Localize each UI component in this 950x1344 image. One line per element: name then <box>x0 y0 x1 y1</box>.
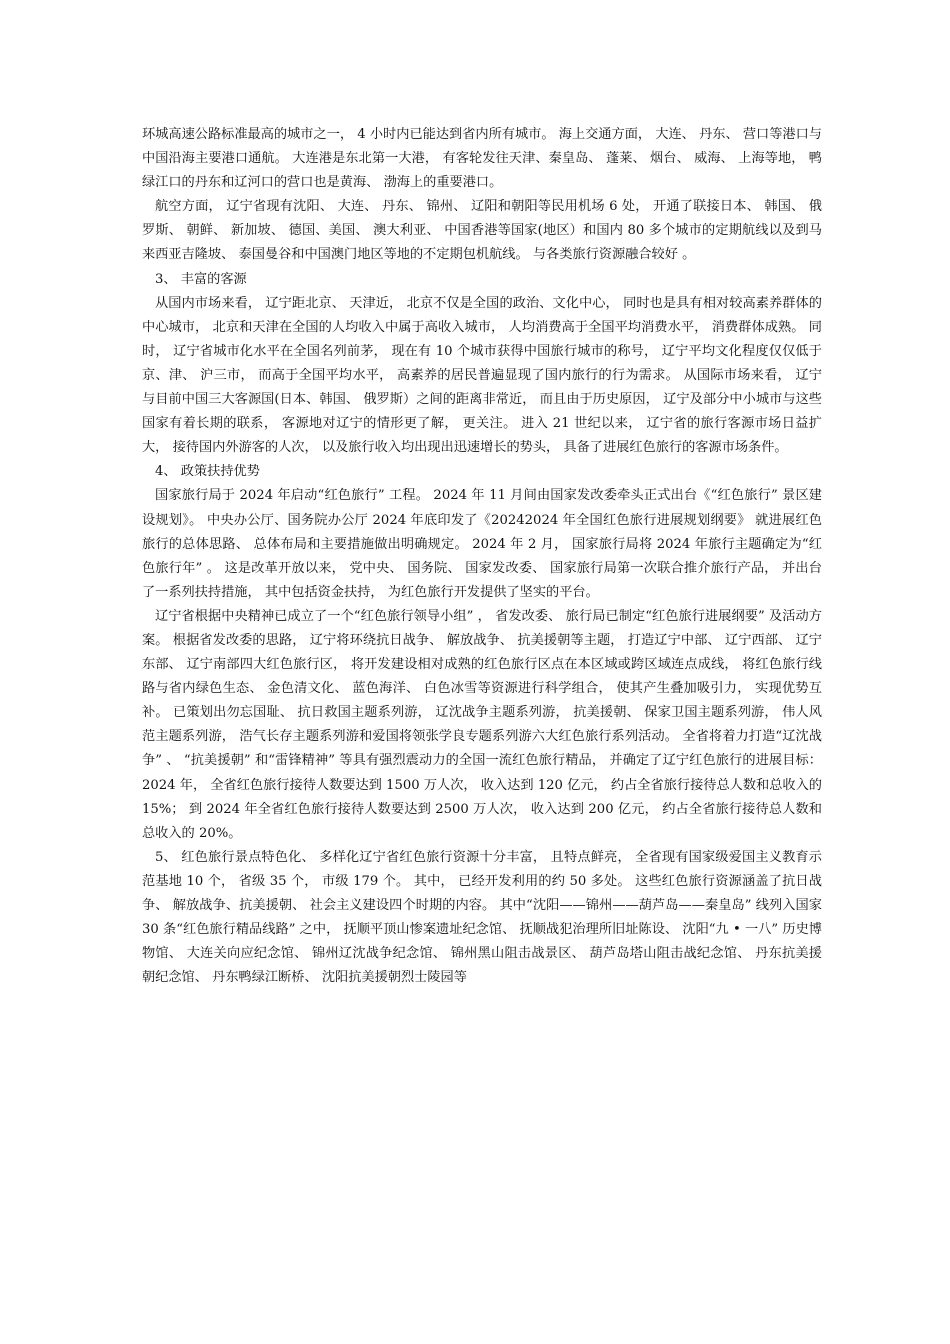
paragraph-national-policy: 国家旅行局于 2024 年启动“红色旅行” 工程。 2024 年 11 月间由国家发改委牵头正式出台《“红色旅行” 景区建设规划》。 中央办公厅、国务院办公厅 2024 年底印发了《20242024 年全国红色旅行进展规划纲要》 就进展红色旅行的总体思路、 总体布局和主要措施做出明确规定。 2024 年 2 月， 国家旅行局将 2024 年旅行主题确定为“红色旅行年” 。 这是改革开放以来， 党中央、 国务院、 国家发改委、 国家旅行局第一次联合推介旅行产品， 并出台了一系列扶持措施， 其中包括资金扶持， 为红色旅行开发提供了坚实的平台。 <box>142 488 822 600</box>
section-heading-visitors: 3、 丰富的客源 <box>155 271 247 287</box>
paragraph-transport-air: 航空方面， 辽宁省现有沈阳、 大连、 丹东、 锦州、 辽阳和朝阳等民用机场 6 处， 开通了联接日本、 韩国、 俄罗斯、 朝鲜、 新加坡、 德国、美国、 澳大利亚、 中国香港等国家(地区）和国内 80 多个城市的定期航线以及到马来西亚吉隆坡、 泰国曼谷和中国澳门地区等地的不定期包机航线。 与各类旅行资源融合较好 。 <box>142 199 822 263</box>
section-heading-policy: 4、 政策扶持优势 <box>155 464 260 480</box>
paragraph-transport-sea: 环城高速公路标准最高的城市之一， 4 小时内已能达到省内所有城市。 海上交通方面， 大连、 丹东、 营口等港口与中国沿海主要港口通航。 大连港是东北第一大港， 有客轮发往天津、秦皇岛、 蓬莱、 烟台、 威海、 上海等地， 鸭绿江口的丹东和辽河口的营口也是黄海、 渤海上的重要港口。 <box>142 127 822 191</box>
paragraph-provincial-policy: 辽宁省根据中央精神已成立了一个“红色旅行领导小组” ， 省发改委、 旅行局已制定“红色旅行进展纲要” 及活动方案。 根据省发改委的思路， 辽宁将环绕抗日战争、 解放战争、 抗美援朝等主题， 打造辽宁中部、 辽宁西部、 辽宁东部、 辽宁南部四大红色旅行区， 将开发建设相对成熟的红色旅行区点在本区域或跨区域连点成线， 将红色旅行线路与省内绿色生态、 金色清文化、 蓝色海洋、 白色冰雪等资源进行科学组合， 使其产生叠加吸引力， 实现优势互补。 已策划出勿忘国耻、 抗日救国主题系列游， 辽沈战争主题系列游， 抗美援朝、 保家卫国主题系列游， 伟人风范主题系列游， 浩气长存主题系列游和爱国将领张学良专题系列游六大红色旅行系列活动。 全省将着力打造“辽沈战争” 、 “抗美援朝” 和“雷锋精神” 等具有强烈震动力的全国一流红色旅行精品， 并确定了辽宁红色旅行的进展目标： 2024 年， 全省红色旅行接待人数要达到 1500 万人次， 收入达到 120 亿元， 约占全省旅行接待总人数和总收入的 15%； 到 2024 年全省红色旅行接待人数要达到 2500 万人次， 收入达到 200 亿元， 约占全省旅行接待总人数和总收入的 20%。 <box>142 608 822 841</box>
paragraph-scenic-spots: 5、 红色旅行景点特色化、 多样化辽宁省红色旅行资源十分丰富， 且特点鲜亮， 全省现有国家级爱国主义教育示范基地 10 个， 省级 35 个， 市级 179 个。 其中， 已经开发利用的约 50 多处。 这些红色旅行资源涵盖了抗日战争、 解放战争、抗美援朝、 社会主义建设四个时期的内容。 其中“沈阳——锦州——葫芦岛——秦皇岛” 线列入国家 30 条“红色旅行精品线路” 之中， 抚顺平顶山惨案遗址纪念馆、 抚顺战犯治理所旧址陈设、 沈阳“九 • 一八” 历史博物馆、 大连关向应纪念馆、 锦州辽沈战争纪念馆、 锦州黑山阻击战景区、 葫芦岛塔山阻击战纪念馆、 丹东抗美援朝纪念馆、 丹东鸭绿江断桥、 沈阳抗美援朝烈士陵园等 <box>142 849 822 986</box>
paragraph-visitor-market: 从国内市场来看， 辽宁距北京、 天津近， 北京不仅是全国的政治、文化中心， 同时也是具有相对较高素养群体的中心城市， 北京和天津在全国的人均收入中属于高收入城市， 人均消费高于全国平均消费水平， 消费群体成熟。 同时， 辽宁省城市化水平在全国名列前茅， 现在有 10 个城市获得中国旅行城市的称号， 辽宁平均文化程度仅仅低于京、津、 沪三市， 而高于全国平均水平， 高素养的居民普遍显现了国内旅行的行为需求。 从国际市场来看， 辽宁与目前中国三大客源国(日本、韩国、 俄罗斯）之间的距离非常近， 而且由于历史原因， 辽宁及部分中小城市与这些国家有着长期的联系， 客源地对辽宁的情形更了解， 更关注。 进入 21 世纪以来， 辽宁省的旅行客源市场日益扩大， 接待国内外游客的人次， 以及旅行收入均出现出迅速增长的势头， 具备了进展红色旅行的客源市场条件。 <box>142 295 822 456</box>
document-page <box>142 123 822 990</box>
